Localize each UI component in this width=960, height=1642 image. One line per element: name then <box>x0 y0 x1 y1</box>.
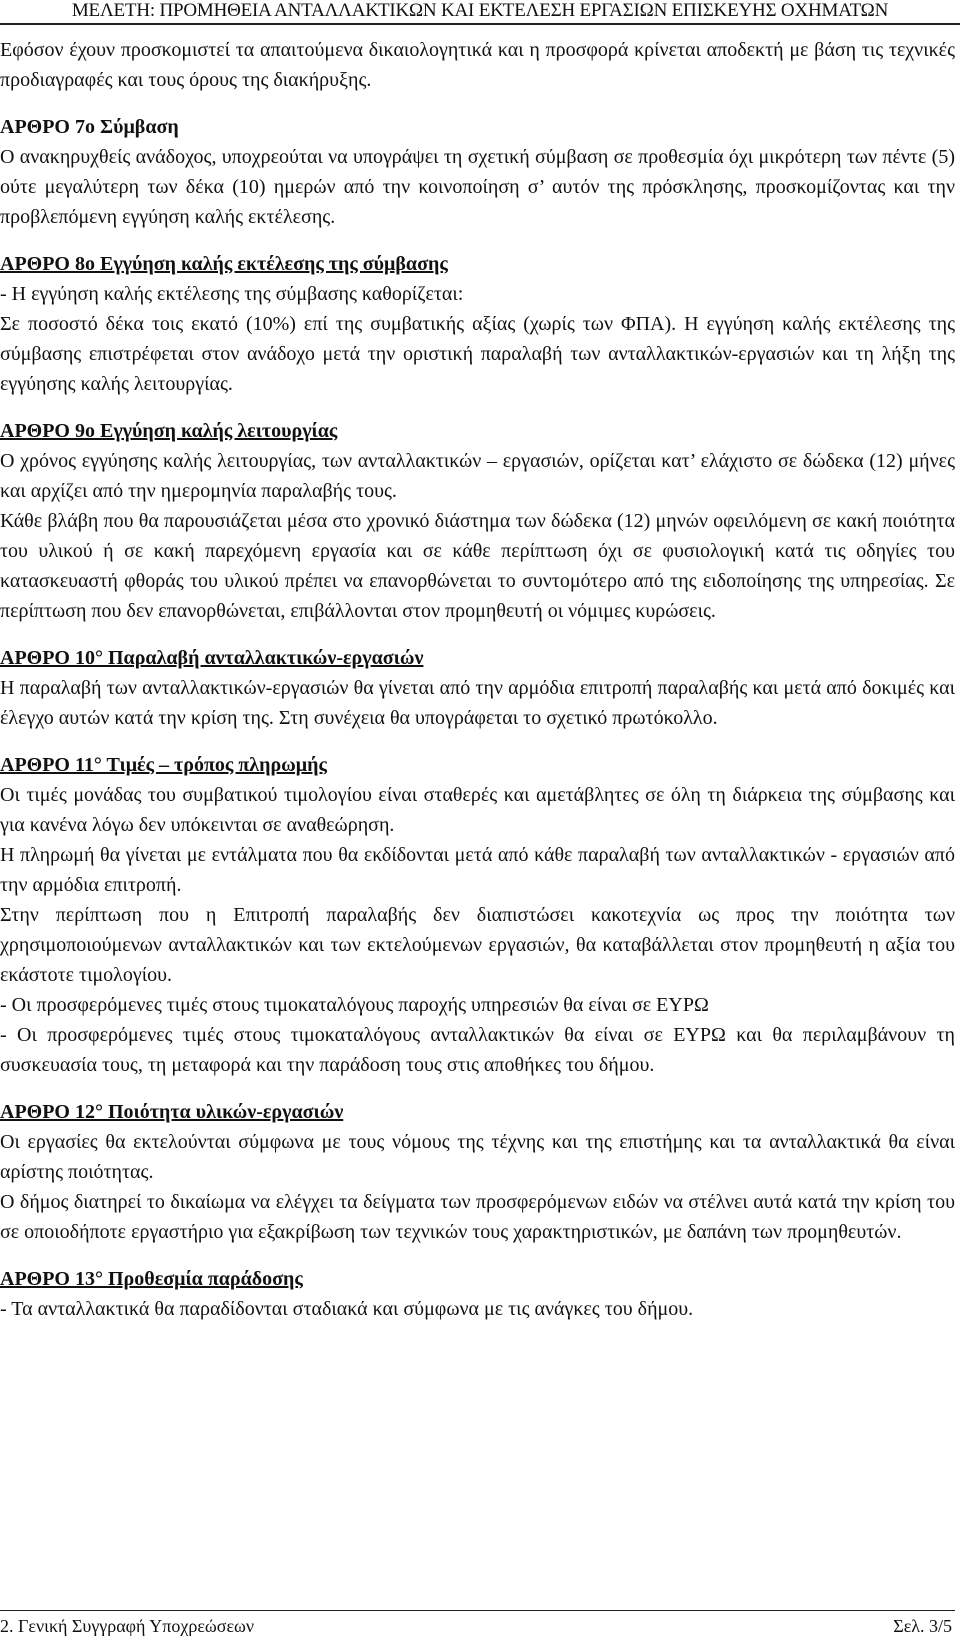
article-10-heading: ΑΡΘΡΟ 10° Παραλαβή ανταλλακτικών-εργασιών <box>0 647 424 669</box>
article-11-paragraph: - Οι προσφερόμενες τιμές στους τιμοκαταλόγους ανταλλακτικών θα είναι σε ΕΥΡΩ και θα περιλαμβάνουν τη συσκευασία τους, τη μεταφορά και την παράδοση τους στις αποθήκες του δήμου. <box>0 1024 955 1076</box>
article-12-heading: ΑΡΘΡΟ 12° Ποιότητα υλικών-εργασιών <box>0 1101 344 1123</box>
article-9-paragraph: Κάθε βλάβη που θα παρουσιάζεται μέσα στο χρονικό διάστημα των δώδεκα (12) μηνών οφειλόμενη σε κακή ποιότητα του υλικού ή σε κακή παρεχόμενη εργασία και σε κάθε περίπτωση όχι σε φυσιολογική κατά τις οδηγίες του κατασκευαστή φθοράς του υλικού πρέπει να επανορθώνεται το συντομότερο από της ειδοποίησης της υπηρεσίας. Σε περίπτωση που δεν επανορθώνεται, επιβάλλονται στον προμηθευτή οι νόμιμες κυρώσεις. <box>0 510 955 622</box>
article-12-paragraph: Ο δήμος διατηρεί το δικαίωμα να ελέγχει τα δείγματα των προσφερόμενων ειδών να στέλνει αυτά κατά την κρίση του σε οποιοδήποτε εργαστήριο για εξακρίβωση των τεχνικών τους χαρακτηριστικών, με δαπάνη των προμηθευτών. <box>0 1191 955 1243</box>
page-header: ΜΕΛΕΤΗ: ΠΡΟΜΗΘΕΙΑ ΑΝΤΑΛΛΑΚΤΙΚΩΝ ΚΑΙ ΕΚΤΕΛΕΣΗ ΕΡΓΑΣΙΩΝ ΕΠΙΣΚΕΥΗΣ ΟΧΗΜΑΤΩΝ <box>71 0 889 21</box>
article-11-paragraph: Η πληρωμή θα γίνεται με εντάλματα που θα εκδίδονται μετά από κάθε παραλαβή των ανταλλακτικών - εργασιών από την αρμόδια επιτροπή. <box>0 844 955 896</box>
article-11-heading: ΑΡΘΡΟ 11° Τιμές – τρόπος πληρωμής <box>0 754 327 776</box>
intro-paragraph: Εφόσον έχουν προσκομιστεί τα απαιτούμενα δικαιολογητικά και η προσφορά κρίνεται αποδεκτή με βάση τις τεχνικές προδιαγραφές και τους όρους της διακήρυξης. <box>0 39 955 91</box>
header-divider <box>0 23 960 25</box>
article-11-paragraph: Στην περίπτωση που η Επιτροπή παραλαβής δεν διαπιστώσει κακοτεχνία ως προς την ποιότητα των χρησιμοποιούμενων ανταλλακτικών και των εκτελούμενων εργασιών, θα καταβάλλεται στον προμηθευτή η αξία του εκάστοτε τιμολογίου. <box>0 904 955 986</box>
article-8-paragraph: - Η εγγύηση καλής εκτέλεσης της σύμβασης καθορίζεται: <box>0 283 464 305</box>
article-10-paragraph: Η παραλαβή των ανταλλακτικών-εργασιών θα γίνεται από την αρμόδια επιτροπή παραλαβής και μετά από δοκιμές και έλεγχο αυτών κατά την κρίση της. Στη συνέχεια θα υπογράφεται το σχετικό πρωτόκολλο. <box>0 677 955 729</box>
article-11-paragraph: - Οι προσφερόμενες τιμές στους τιμοκαταλόγους παροχής υπηρεσιών θα είναι σε ΕΥΡΩ <box>0 994 709 1016</box>
article-8-heading: ΑΡΘΡΟ 8ο Εγγύηση καλής εκτέλεσης της σύμβασης <box>0 253 448 275</box>
article-9-heading: ΑΡΘΡΟ 9ο Εγγύηση καλής λειτουργίας <box>0 420 338 442</box>
article-13-heading: ΑΡΘΡΟ 13° Προθεσμία παράδοσης <box>0 1268 303 1290</box>
footer-divider <box>0 1610 955 1611</box>
article-7-heading: ΑΡΘΡΟ 7ο Σύμβαση <box>0 116 179 138</box>
article-7-paragraph: Ο ανακηρυχθείς ανάδοχος, υποχρεούται να υπογράψει τη σχετική σύμβαση σε προθεσμία όχι μικρότερη των πέντε (5) ούτε μεγαλύτερη των δέκα (10) ημερών από την κοινοποίηση σ’ αυτόν της πρόσκλησης, προσκομίζοντας και την προβλεπόμενη εγγύηση καλής εκτέλεσης. <box>0 146 955 228</box>
article-11-paragraph: Οι τιμές μονάδας του συμβατικού τιμολογίου είναι σταθερές και αμετάβλητες σε όλη τη διάρκεια της σύμβασης και για κανένα λόγω δεν υπόκεινται σε αναθεώρηση. <box>0 784 955 836</box>
document-body <box>0 35 955 1324</box>
footer-document-title: 2. Γενική Συγγραφή Υποχρεώσεων <box>0 1616 254 1636</box>
article-8-paragraph: Σε ποσοστό δέκα τοις εκατό (10%) επί της συμβατικής αξίας (χωρίς των ΦΠΑ). Η εγγύηση καλής εκτέλεσης της σύμβασης επιστρέφεται στον ανάδοχο μετά την οριστική παραλαβή των ανταλλακτικών-εργασιών και τη λήξη της εγγύησης καλής λειτουργίας. <box>0 313 955 395</box>
footer-page-number: Σελ. 3/5 <box>893 1616 952 1636</box>
article-12-paragraph: Οι εργασίες θα εκτελούνται σύμφωνα με τους νόμους της τέχνης και της επιστήμης και τα ανταλλακτικά θα είναι αρίστης ποιότητας. <box>0 1131 955 1183</box>
article-9-paragraph: Ο χρόνος εγγύησης καλής λειτουργίας, των ανταλλακτικών – εργασιών, ορίζεται κατ’ ελάχιστο σε δώδεκα (12) μήνες και αρχίζει από την ημερομηνία παραλαβής τους. <box>0 450 955 502</box>
article-13-paragraph: - Τα ανταλλακτικά θα παραδίδονται σταδιακά και σύμφωνα με τις ανάγκες του δήμου. <box>0 1298 694 1320</box>
